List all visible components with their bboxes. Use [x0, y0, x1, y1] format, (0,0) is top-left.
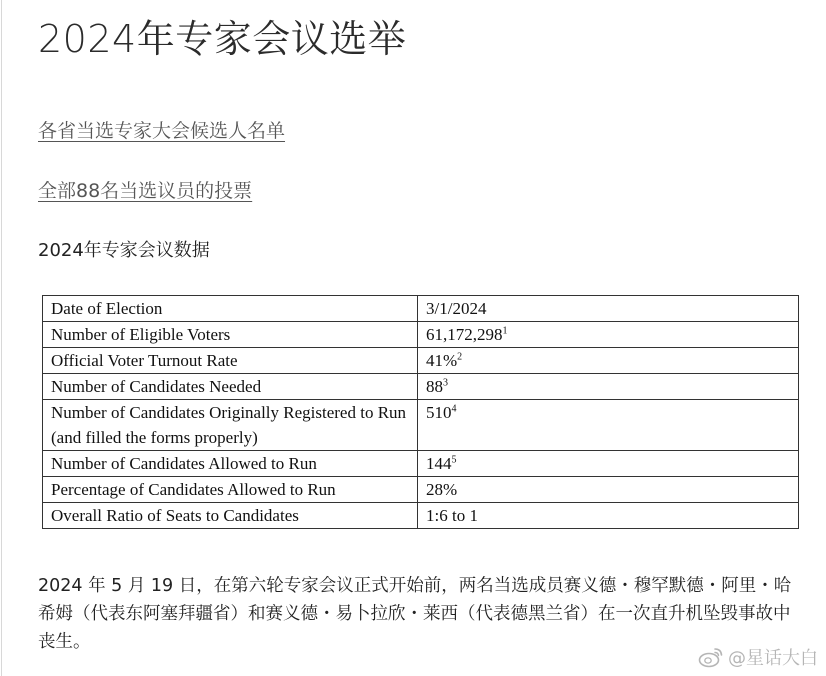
election-data-table [42, 295, 799, 529]
table-row [43, 451, 799, 477]
row-value [418, 322, 799, 348]
value-text: 510 [426, 403, 452, 422]
row-label: Overall Ratio of Seats to Candidates [43, 503, 418, 529]
value-text: 144 [426, 454, 452, 473]
watermark [698, 644, 818, 670]
news-paragraph: 2024 年 5 月 19 日，在第六轮专家会议正式开始前，两名当选成员赛义德・穆罕默德・阿里・哈希姆（代表东阿塞拜疆省）和赛义德・易卜拉欣・莱西（代表德黑兰省）在一次直升机坠毁事故中丧生。 [38, 576, 792, 652]
value-text: 41% [426, 351, 458, 370]
footnote-marker: 1 [502, 325, 508, 337]
value-text: 3/1/2024 [426, 299, 487, 318]
section-heading: 2024年专家会议数据 [38, 240, 210, 261]
table-row [43, 296, 799, 322]
row-label: Number of Eligible Voters [43, 322, 418, 348]
row-label: Number of Candidates Allowed to Run [43, 451, 418, 477]
row-value [418, 503, 799, 529]
value-text: 61,172,298 [426, 325, 503, 344]
weibo-logo-icon [698, 646, 724, 668]
table-row [43, 348, 799, 374]
value-text: 28% [426, 480, 458, 499]
row-label: Percentage of Candidates Allowed to Run [43, 477, 418, 503]
row-label: Official Voter Turnout Rate [43, 348, 418, 374]
page-title: 2024年专家会议选举 [38, 17, 407, 61]
row-value [418, 296, 799, 322]
table-row [43, 503, 799, 529]
table-row [43, 374, 799, 400]
page-left-border [1, 0, 2, 676]
row-label: Number of Candidates Needed [43, 374, 418, 400]
row-value [418, 374, 799, 400]
row-value [418, 400, 799, 451]
row-label: Date of Election [43, 296, 418, 322]
table-row [43, 400, 799, 451]
row-value [418, 477, 799, 503]
votes-link[interactable]: 全部88名当选议员的投票 [38, 180, 253, 202]
row-value [418, 348, 799, 374]
candidates-list-link[interactable]: 各省当选专家大会候选人名单 [38, 120, 286, 142]
footnote-marker: 2 [457, 351, 463, 363]
footnote-marker: 5 [451, 454, 457, 466]
value-text: 88 [426, 377, 443, 396]
watermark-text: @星话大白 [728, 648, 818, 669]
table-row [43, 477, 799, 503]
value-text: 1:6 to 1 [426, 506, 478, 525]
row-label: Number of Candidates Originally Registered to Run (and filled the forms properly) [43, 400, 418, 451]
row-value [418, 451, 799, 477]
footnote-marker: 3 [443, 377, 448, 389]
table-row [43, 322, 799, 348]
footnote-marker: 4 [451, 403, 457, 415]
